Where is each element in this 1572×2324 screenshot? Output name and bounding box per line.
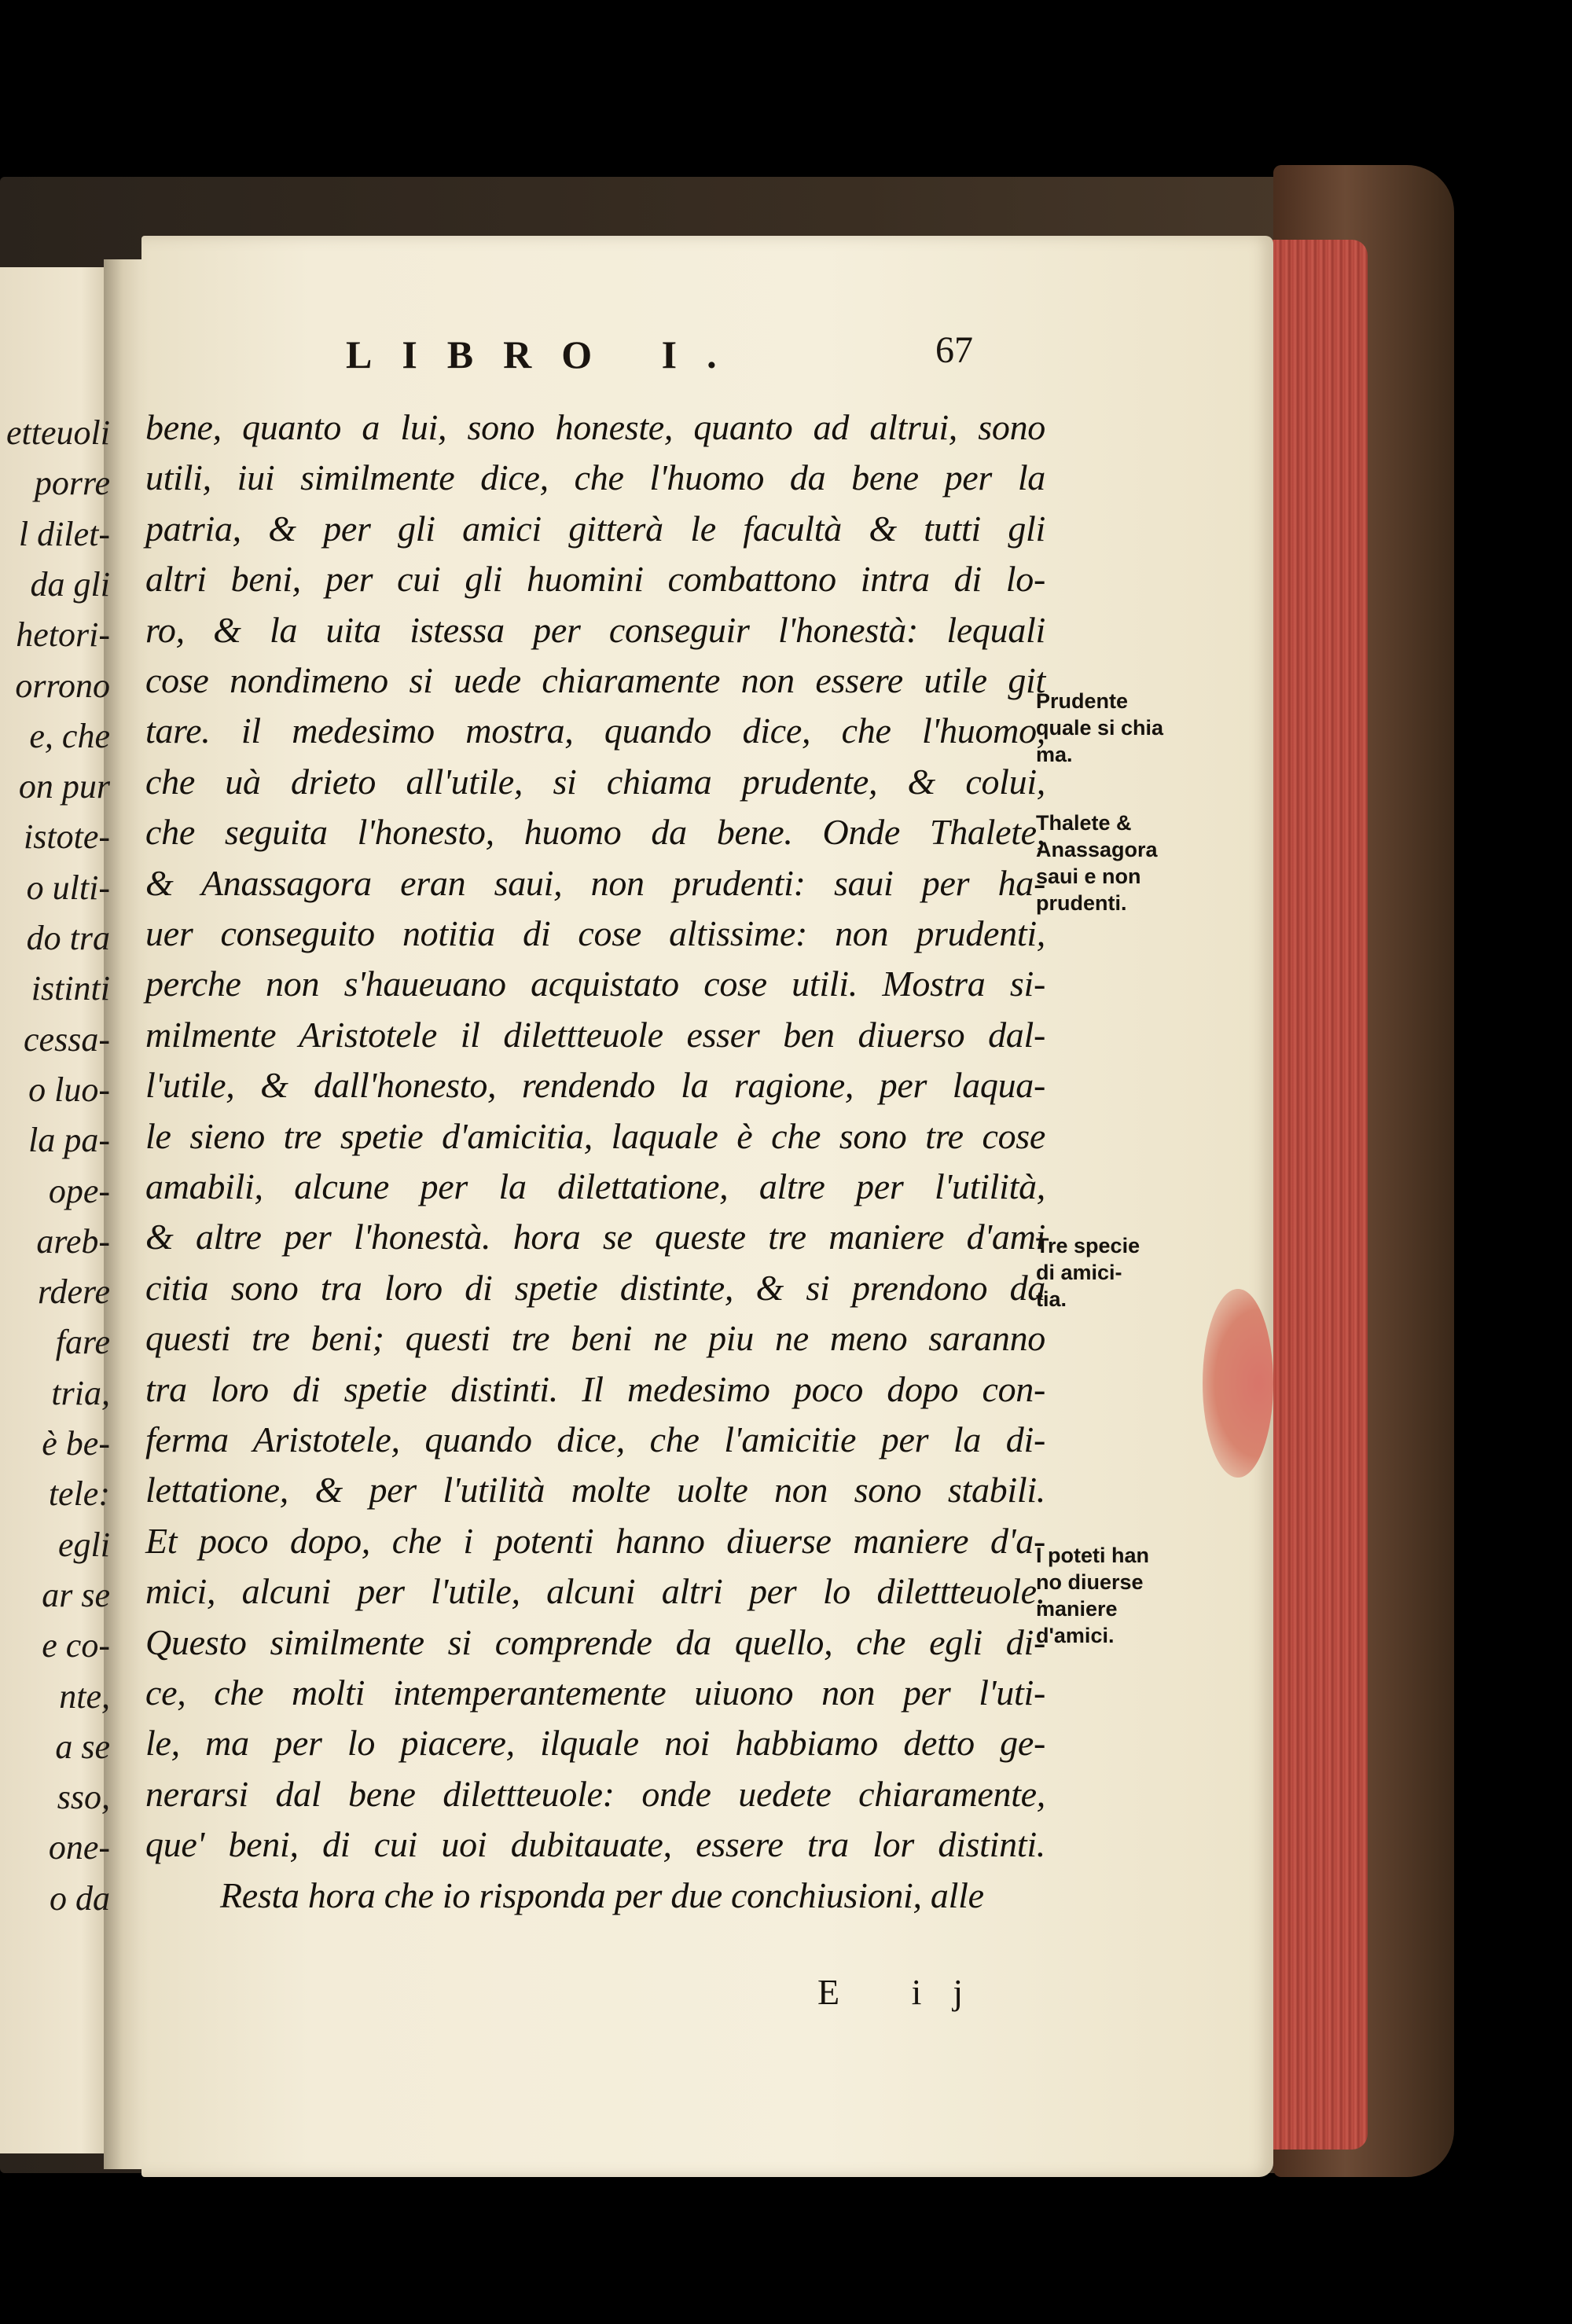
text-line: che uà drieto all'utile, si chiama prudente, & colui, <box>145 761 1045 802</box>
left-page-line: e, che <box>29 716 110 755</box>
text-line: que' beni, di cui uoi dubitauate, essere tra lor distinti. <box>145 1824 1045 1865</box>
left-page-line: da gli <box>30 564 110 604</box>
text-line: ferma Aristotele, quando dice, che l'amicitie per la di- <box>145 1419 1045 1459</box>
marginal-note-line: prudenti. <box>1036 891 1127 915</box>
text-line: tra loro di spetie distinti. Il medesimo poco dopo con- <box>145 1368 1045 1409</box>
left-page-line: tele: <box>48 1474 110 1514</box>
left-page-line: e co- <box>42 1626 110 1665</box>
text-line: Questo similmente si comprende da quello, che egli di- <box>145 1621 1045 1662</box>
text-line: ro, & la uita istessa per conseguir l'honestà: lequali <box>145 609 1045 650</box>
left-page-line: ope- <box>48 1171 110 1210</box>
text-line: tare. il medesimo mostra, quando dice, che l'huomo, <box>145 710 1045 751</box>
left-page-line: a se <box>55 1727 110 1766</box>
left-page-line: fare <box>55 1323 110 1362</box>
marginal-note-line: tia. <box>1036 1287 1067 1311</box>
text-line: le, ma per lo piacere, ilquale noi habbiamo detto ge- <box>145 1723 1045 1764</box>
text-line: le sieno tre spetie d'amicitia, laquale è che sono tre cose <box>145 1115 1045 1156</box>
left-page-line: rdere <box>37 1272 110 1312</box>
text-line: citia sono tra loro di spetie distinte, & si prendono da <box>145 1267 1045 1308</box>
left-page-line: areb- <box>36 1221 110 1261</box>
marginal-note-line: saui e non <box>1036 865 1141 888</box>
text-line: che seguita l'honesto, huomo da bene. Onde Thalete, <box>145 812 1045 853</box>
left-page-line: egli <box>58 1525 110 1564</box>
left-page-line: orrono <box>15 666 110 705</box>
left-page-line: l dilet- <box>18 514 110 553</box>
signature-mark: E ij <box>817 1972 995 2012</box>
left-page-line: sso, <box>57 1778 110 1817</box>
left-page-line: porre <box>34 464 110 503</box>
left-page-line: ar se <box>42 1575 110 1614</box>
text-line: Resta hora che io risponda per due conchiusioni, alle <box>220 1874 984 1915</box>
marginal-note-line: I poteti han <box>1036 1544 1149 1567</box>
left-page-line: one- <box>48 1828 110 1867</box>
marginal-note-line: Prudente <box>1036 689 1129 713</box>
marginal-note-line: ma. <box>1036 743 1073 766</box>
marginal-note-line: no diuerse <box>1036 1570 1144 1594</box>
left-page-line: o ulti- <box>26 868 110 907</box>
left-page-line: o da <box>50 1878 110 1918</box>
marginal-note <box>1036 810 1217 916</box>
text-line: mici, alcuni per l'utile, alcuni altri per lo dilettteuole. <box>145 1571 1045 1612</box>
left-page-line: è be- <box>42 1424 110 1463</box>
text-line: altri beni, per cui gli huomini combattono intra di lo- <box>145 559 1045 600</box>
left-page-line: on pur <box>18 767 110 806</box>
marginal-note <box>1036 1232 1217 1313</box>
text-line: ce, che molti intemperantemente uiuono non per l'uti- <box>145 1672 1045 1713</box>
marginal-note-line: quale si chia <box>1036 716 1164 740</box>
text-line: nerarsi dal bene dilettteuole: onde uedete chiaramente, <box>145 1773 1045 1814</box>
marginal-note <box>1036 688 1217 768</box>
text-line: uer conseguito notitia di cose altissime: non prudenti, <box>145 913 1045 953</box>
text-line: Et poco dopo, che i potenti hanno diuerse maniere d'a- <box>145 1520 1045 1561</box>
marginal-note-line: di amici- <box>1036 1261 1122 1284</box>
text-line: l'utile, & dall'honesto, rendendo la ragione, per laqua- <box>145 1065 1045 1106</box>
page-edges <box>1258 240 1368 2150</box>
marginal-note-line: Tre specie <box>1036 1234 1140 1257</box>
page-number: 67 <box>935 329 973 371</box>
text-line: bene, quanto a lui, sono honeste, quanto ad altrui, sono <box>145 407 1045 447</box>
text-line: milmente Aristotele il dilettteuole esser ben diuerso dal- <box>145 1014 1045 1055</box>
left-page-line: hetori- <box>16 615 110 655</box>
text-line: patria, & per gli amici gitterà le facultà & tutti gli <box>145 508 1045 549</box>
left-page-line: la pa- <box>28 1121 110 1160</box>
text-line: cose nondimeno si uede chiaramente non essere utile git <box>145 660 1045 700</box>
marginal-note-line: Thalete & <box>1036 811 1132 835</box>
left-page-line: istote- <box>24 817 110 857</box>
text-line: perche non s'haueuano acquistato cose utili. Mostra si- <box>145 964 1045 1004</box>
left-page-line: etteuoli <box>6 413 110 452</box>
left-page-line: nte, <box>59 1676 110 1716</box>
text-line: & Anassagora eran saui, non prudenti: saui per ha- <box>145 862 1045 903</box>
text-line: questi tre beni; questi tre beni ne piu ne meno saranno <box>145 1318 1045 1359</box>
left-page-line: do tra <box>26 919 110 957</box>
marginal-note <box>1036 1542 1217 1649</box>
marginal-note-line: Anassagora <box>1036 838 1158 861</box>
marginal-note-line: d'amici. <box>1036 1624 1115 1647</box>
text-line: utili, iui similmente dice, che l'huomo da bene per la <box>145 457 1045 498</box>
left-page-line: tria, <box>51 1373 110 1412</box>
left-page-line: o luo- <box>28 1070 110 1109</box>
running-head: LIBRO I. <box>346 332 747 376</box>
red-stain <box>1203 1289 1273 1478</box>
text-line: lettatione, & per l'utilità molte uolte non sono stabili. <box>145 1470 1045 1511</box>
marginal-note-line: maniere <box>1036 1597 1118 1621</box>
left-page-line: cessa- <box>24 1019 110 1059</box>
left-page-line: istinti <box>31 969 110 1008</box>
text-line: amabili, alcune per la dilettatione, altre per l'utilità, <box>145 1166 1045 1206</box>
text-line: & altre per l'honestà. hora se queste tre maniere d'ami <box>145 1217 1045 1257</box>
